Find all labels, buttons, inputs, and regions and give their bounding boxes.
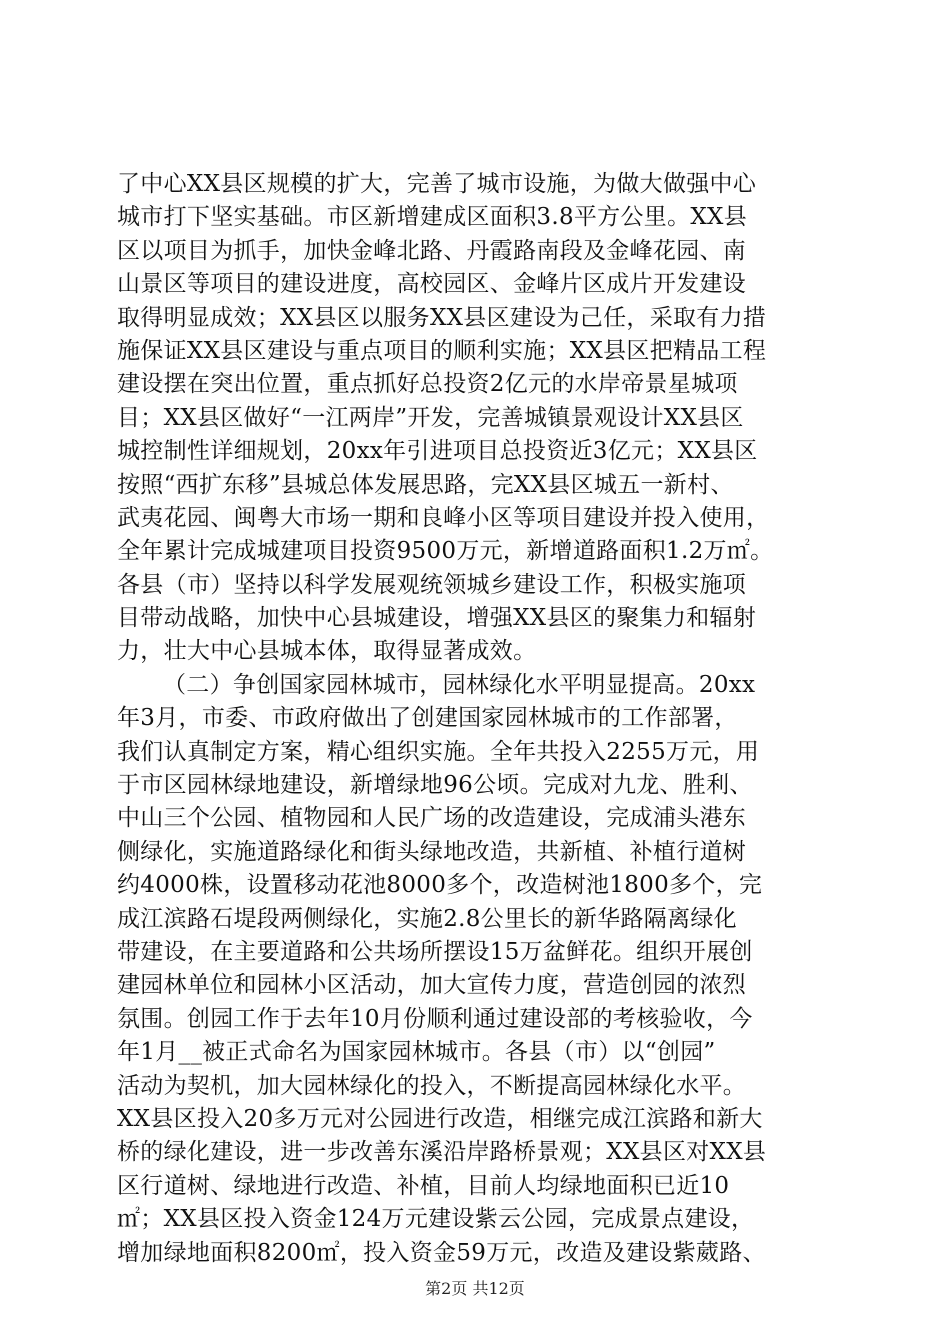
text-line: 活动为契机，加大园林绿化的投入，不断提高园林绿化水平。 — [117, 1072, 747, 1099]
text-line: 建设摆在突出位置，重点抓好总投资2亿元的水岸帝景星城项 — [117, 371, 738, 398]
text-line: 武夷花园、闽粤大市场一期和良峰小区等项目建设并投入使用， — [117, 504, 770, 531]
text-line: 取得明显成效；XX县区以服务XX县区建设为己任，采取有力措 — [117, 304, 767, 331]
text-line: 中山三个公园、植物园和人民广场的改造建设，完成浦头港东 — [117, 805, 747, 832]
text-line: 各县（市）坚持以科学发展观统领城乡建设工作，积极实施项 — [117, 571, 747, 598]
text-line: 区以项目为抓手，加快金峰北路、丹霞路南段及金峰花园、南 — [117, 237, 747, 264]
text-line: 侧绿化，实施道路绿化和街头绿地改造，共新植、补植行道树 — [117, 838, 747, 865]
body-text — [117, 168, 852, 1270]
text-line: 增加绿地面积8200㎡，投入资金59万元，改造及建设紫葳路、 — [117, 1239, 766, 1266]
text-line: 我们认真制定方案，精心组织实施。全年共投入2255万元，用 — [117, 738, 760, 765]
text-line: 城控制性详细规划，20xx年引进项目总投资近3亿元；XX县区 — [117, 438, 758, 465]
text-line: 成江滨路石堤段两侧绿化，实施2.8公里长的新华路隔离绿化 — [117, 905, 737, 932]
text-line: 了中心XX县区规模的扩大，完善了城市设施，为做大做强中心 — [117, 171, 757, 197]
text-line: ㎡；XX县区投入资金124万元建设紫云公园，完成景点建设， — [117, 1206, 755, 1233]
text-line: 年3月，市委、市政府做出了创建国家园林城市的工作部署， — [117, 705, 738, 732]
text-line: 带建设，在主要道路和公共场所摆设15万盆鲜花。组织开展创 — [117, 938, 753, 965]
text-line: 按照“西扩东移”县城总体发展思路，完XX县区城五一新村、 — [117, 471, 734, 498]
text-line: 氛围。创园工作于去年10月份顺利通过建设部的考核验收，今 — [117, 1005, 753, 1032]
text-line: 目带动战略，加快中心县城建设，增强XX县区的聚集力和辐射 — [117, 605, 757, 632]
text-line: 年1月__被正式命名为国家园林城市。各县（市）以“创园” — [117, 1039, 716, 1066]
text-line: 桥的绿化建设，进一步改善东溪沿岸路桥景观；XX县区对XX县 — [117, 1139, 767, 1166]
text-line: 目；XX县区做好“一江两岸”开发，完善城镇景观设计XX县区 — [117, 404, 744, 431]
text-line: 城市打下坚实基础。市区新增建成区面积3.8平方公里。XX县 — [117, 204, 748, 231]
text-line: 力，壮大中心县城本体，取得显著成效。 — [117, 638, 537, 665]
page-number-footer: 第2页 共12页 — [425, 1279, 525, 1298]
paragraph-start-line: （二）争创国家园林城市，园林绿化水平明显提高。20xx — [163, 671, 756, 698]
text-line: 全年累计完成城建项目投资9500万元，新增道路面积1.2万㎡。 — [117, 538, 774, 565]
text-line: 建园林单位和园林小区活动，加大宣传力度，营造创园的浓烈 — [117, 972, 747, 999]
text-line: 山景区等项目的建设进度，高校园区、金峰片区成片开发建设 — [117, 271, 747, 298]
text-line: XX县区投入20多万元对公园进行改造，相继完成江滨路和新大 — [117, 1105, 763, 1132]
text-line: 区行道树、绿地进行改造、补植，目前人均绿地面积已近10 — [117, 1172, 730, 1199]
text-line: 施保证XX县区建设与重点项目的顺利实施；XX县区把精品工程 — [117, 337, 767, 364]
text-line: 于市区园林绿地建设，新增绿地96公顷。完成对九龙、胜利、 — [117, 772, 753, 799]
text-line: 约4000株，设置移动花池8000多个，改造树池1800多个，完 — [117, 872, 763, 899]
